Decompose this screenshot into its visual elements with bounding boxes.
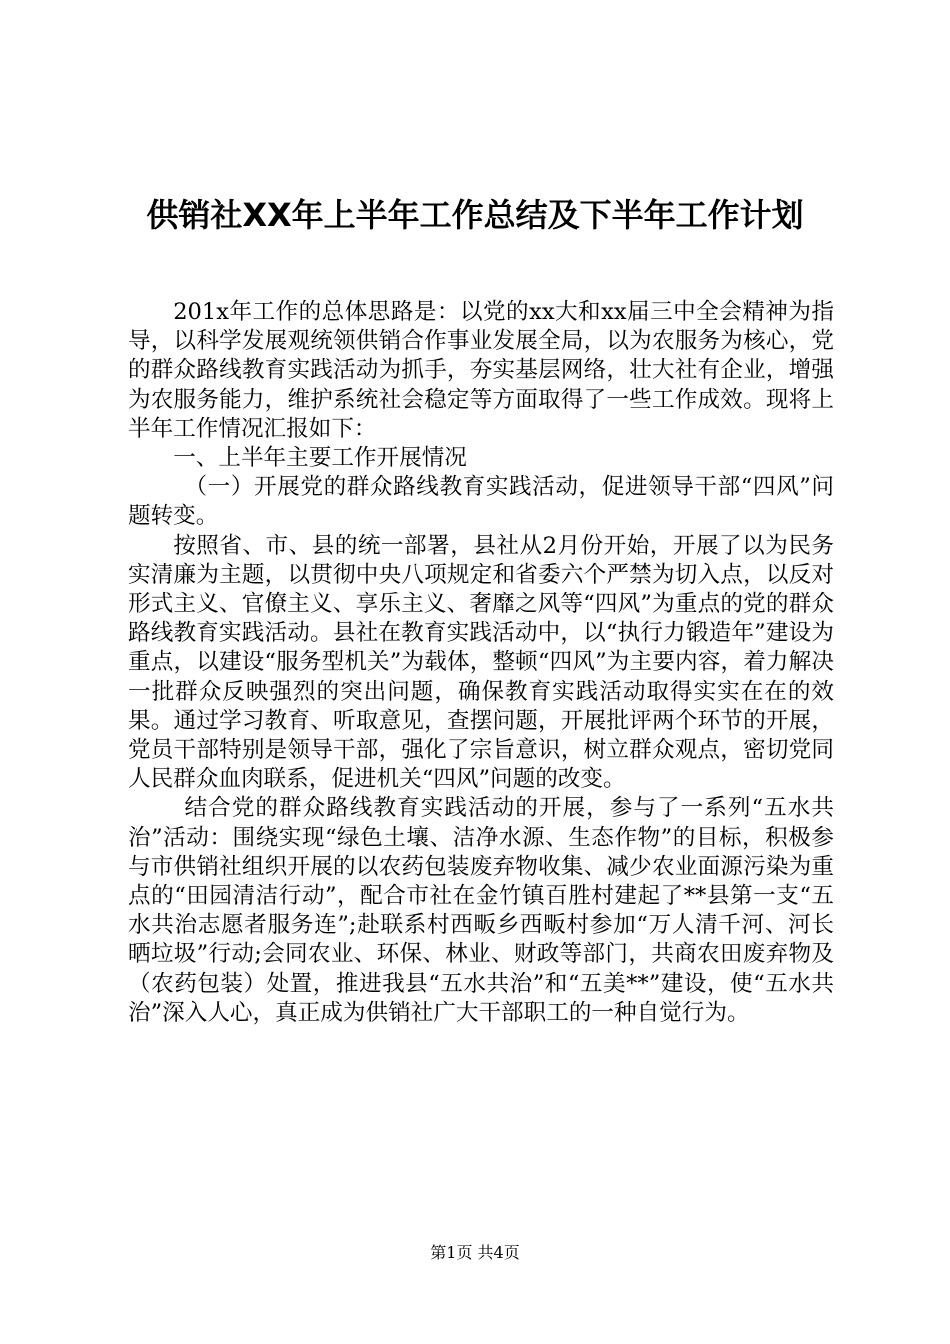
body-paragraph: 按照省、市、县的统一部署，县社从2月份开始，开展了以为民务实清廉为主题，以贯彻中央八项规定和省委六个严禁为切入点，以反对形式主义、官僚主义、享乐主义、奢靡之风等“四风”为重点的党的群众路线教育实践活动。县社在教育实践活动中，以“执行力锻造年”建设为重点，以建设“服务型机关”为载体，整顿“四风”为主要内容，着力解决一批群众反映强烈的突出问题，确保教育实践活动取得实实在在的效果。通过学习教育、听取意见，查摆问题，开展批评两个环节的开展，党员干部特别是领导干部，强化了宗旨意识，树立群众观点，密切党同人民群众血肉联系，促进机关“四风”问题的改变。 [128,532,834,793]
document-title: 供销社XX年上半年工作总结及下半年工作计划 [146,196,804,234]
section-heading: 一、上半年主要工作开展情况 [173,445,467,472]
document-body [128,298,834,1028]
body-paragraph: 结合党的群众路线教育实践活动的开展，参与了一系列“五水共治”活动：围绕实现“绿色土壤、洁净水源、生态作物”的目标，积极参与市供销社组织开展的以农药包装废弃物收集、减少农业面源污染为重点的“田园清洁行动”，配合市社在金竹镇百胜村建起了**县第一支“五水共治志愿者服务连”;赴联系村西畈乡西畈村参加“万人清千河、河长晒垃圾”行动;会同农业、环保、林业、财政等部门，共商农田废弃物及（农药包装）处置，推进我县“五水共治”和“五美**”建设，使“五水共治”深入人心，真正成为供销社广大干部职工的一种自觉行为。 [128,795,834,1026]
page-footer: 第1页 共4页 [430,1243,520,1262]
subsection-heading: （一）开展党的群众路线教育实践活动，促进领导干部“四风”问题转变。 [128,474,834,530]
intro-paragraph: 201x年工作的总体思路是：以党的xx大和xx届三中全会精神为指导，以科学发展观统领供销合作事业发展全局，以为农服务为核心，党的群众路线教育实践活动为抓手，夯实基层网络，壮大社有企业，增强为农服务能力，维护系统社会稳定等方面取得了一些工作成效。现将上半年工作情况汇报如下： [128,299,834,442]
